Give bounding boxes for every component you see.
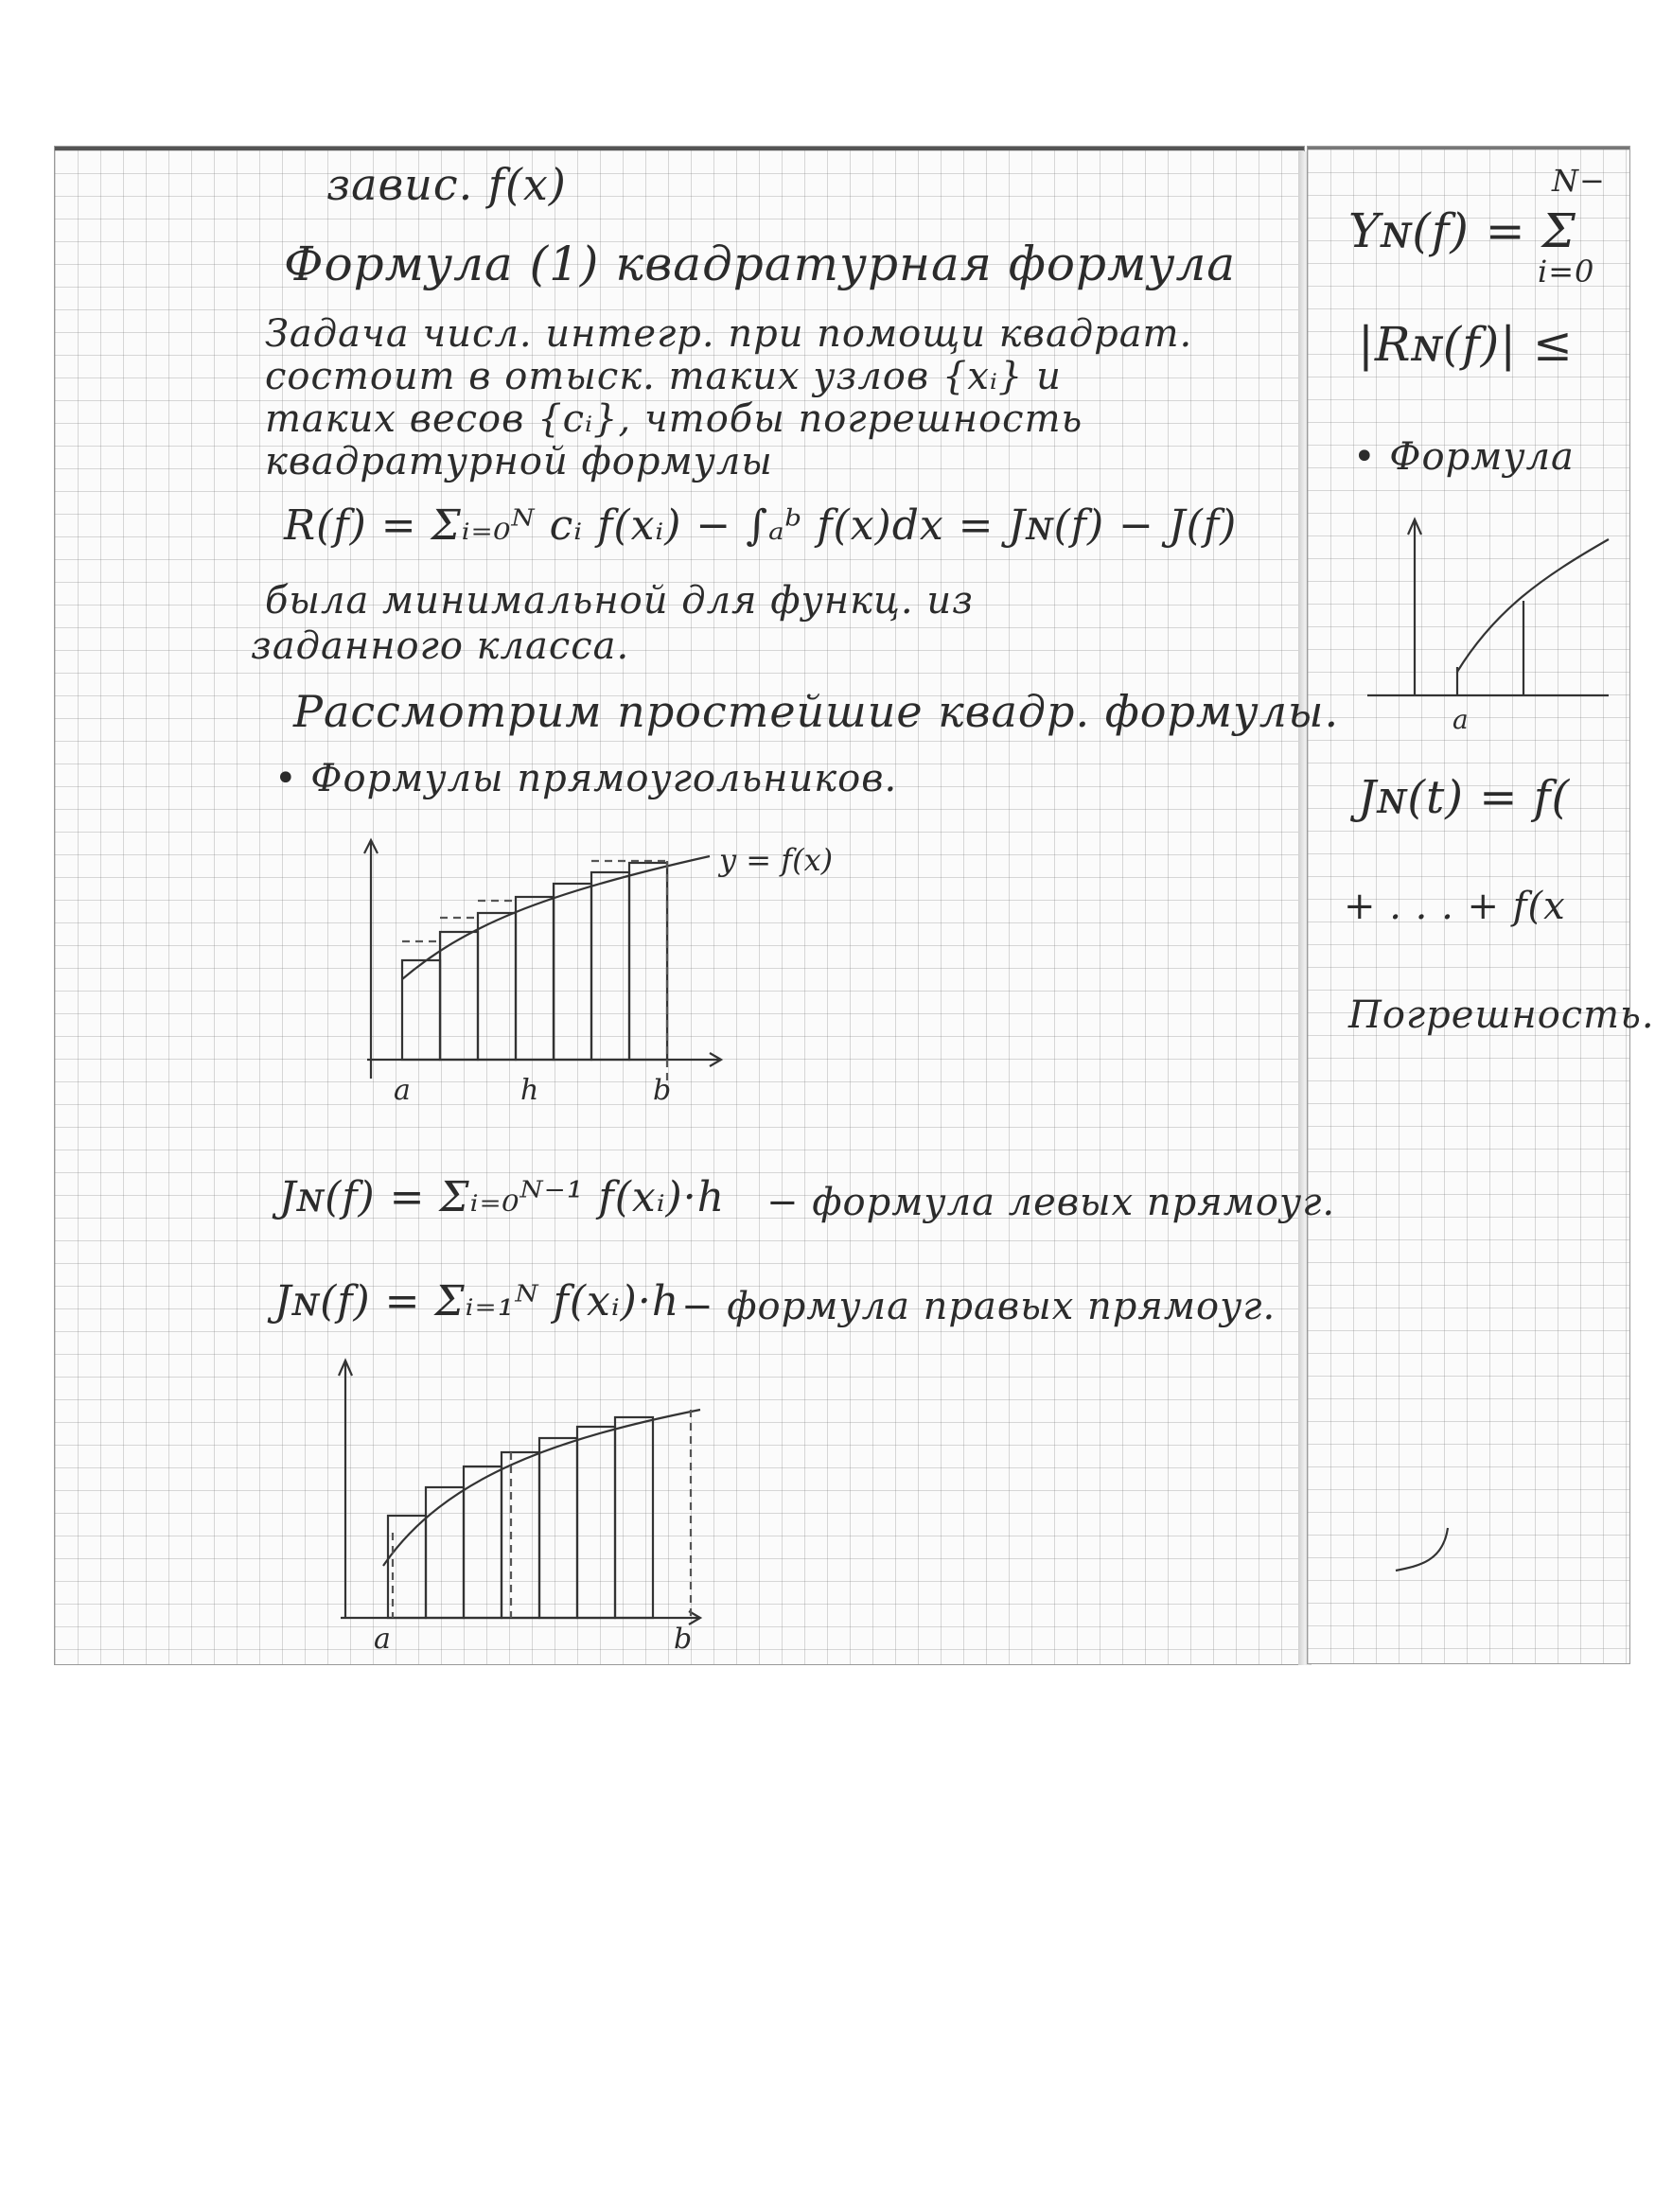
right-abs-error: |Rɴ(f)| ≤ xyxy=(1358,317,1574,372)
rect-7 xyxy=(615,1417,653,1618)
rect-4 xyxy=(502,1452,539,1618)
task-line-1: Задача числ. интегр. при помощи квадрат. xyxy=(265,312,1193,356)
right-top-formula: Yɴ(f) = Σ xyxy=(1348,203,1576,258)
left-rect-formula: Jɴ(f) = Σᵢ₌₀ᴺ⁻¹ f(xᵢ)·h xyxy=(279,1173,726,1221)
right-sum-upper: N− xyxy=(1552,163,1606,199)
label-b: b xyxy=(653,1074,672,1107)
stray-stroke xyxy=(1396,1528,1448,1571)
text-dependency-line: завис. f(x) xyxy=(326,159,567,210)
rect-3 xyxy=(464,1466,502,1618)
rect-6 xyxy=(577,1427,615,1618)
right-error-word: Погрешность. xyxy=(1348,993,1655,1037)
right-rect-formula-desc: − формула правых прямоуг. xyxy=(681,1285,1276,1328)
right-graph xyxy=(1363,506,1609,733)
label-h: h xyxy=(520,1074,539,1107)
rect-5 xyxy=(554,884,591,1060)
scan-background xyxy=(0,0,1609,151)
label-curve: y = f(x) xyxy=(719,842,834,878)
rect-6 xyxy=(591,872,629,1060)
label-a: a xyxy=(374,1623,391,1656)
right-bullet-formula: • Формула xyxy=(1353,435,1575,479)
rect-7 xyxy=(629,863,667,1060)
label-a: a xyxy=(1453,704,1469,735)
rect-2 xyxy=(440,932,478,1060)
rect-4 xyxy=(516,897,554,1060)
left-rect-formula-desc: − формула левых прямоуг. xyxy=(766,1181,1336,1224)
graph-right-rectangles xyxy=(322,1343,738,1656)
rect-3 xyxy=(478,913,516,1060)
right-plus-line: + . . . + f(x xyxy=(1344,885,1566,928)
error-formula: R(f) = Σᵢ₌₀ᴺ cᵢ f(xᵢ) − ∫ₐᵇ f(x)dx = Jɴ(f) − J(f) xyxy=(284,501,1238,550)
rect-5 xyxy=(539,1438,577,1618)
heading-quadrature-formula: Формула (1) квадратурная формула xyxy=(284,237,1237,291)
task-line-4: квадратурной формулы xyxy=(265,440,773,483)
label-b: b xyxy=(674,1623,693,1656)
bullet-rectangle-formulas: • Формулы прямоугольников. xyxy=(274,757,898,800)
right-rect-formula: Jɴ(f) = Σᵢ₌₁ᴺ f(xᵢ)·h xyxy=(274,1277,680,1325)
right-stray-mark xyxy=(1391,1523,1476,1580)
graph-midpoint-rectangles xyxy=(312,823,834,1107)
rect-2 xyxy=(426,1487,464,1618)
task-line-2: состоит в отыск. таких узлов {xᵢ} и xyxy=(265,355,1062,398)
right-jn-line: Jɴ(t) = f( xyxy=(1358,771,1571,824)
function-curve xyxy=(402,856,710,979)
task-line-3: таких весов {cᵢ}, чтобы погрешность xyxy=(265,397,1083,441)
right-sum-lower: i=0 xyxy=(1538,254,1595,290)
minimal-line-1: была минимальной для функц. из xyxy=(265,579,974,623)
consider-simple-formulas: Рассмотрим простейшие квадр. формулы. xyxy=(293,686,1340,737)
label-a: a xyxy=(394,1074,411,1107)
function-curve xyxy=(1457,539,1609,672)
minimal-line-2: заданного класса. xyxy=(251,624,630,668)
